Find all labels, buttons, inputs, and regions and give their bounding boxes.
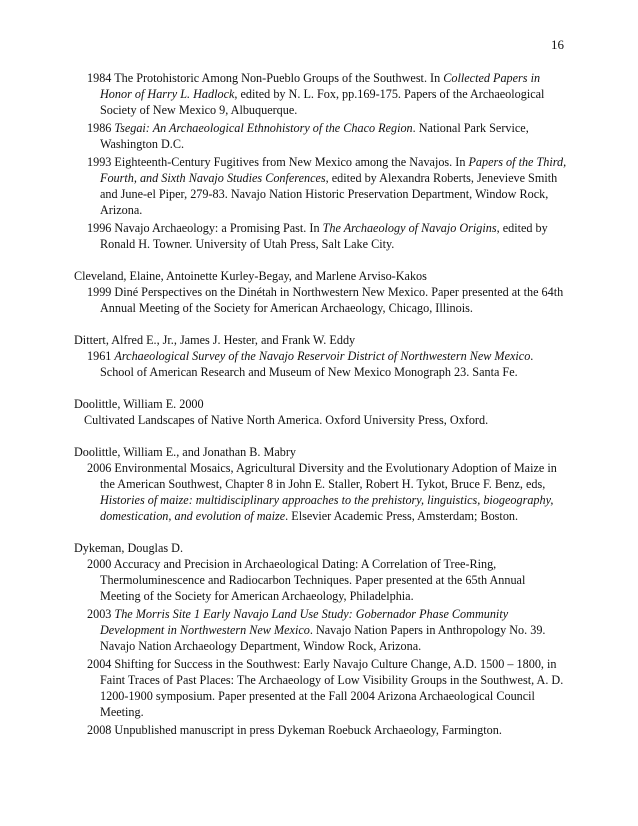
entry-text: Unpublished manuscript in press Dykeman Roebuck Archaeology, Farmington. [114, 723, 502, 737]
entry-year: 1996 [87, 221, 112, 235]
author-line: Doolittle, William E. 2000 [74, 397, 204, 411]
entry-title-italic: Collected Papers in Honor of Harry L. Hadlock [100, 71, 541, 101]
bibliography [74, 70, 568, 754]
entry-text: Shifting for Success in the Southwest: Early Navajo Culture Change, A.D. 1500 – 1800, in Faint Traces of Past Places: The Archaeology of Low Visibility Groups in the Southwest, A. D. 1200-1900 symposium. Paper presented at the Fall 2004 Arizona Archaeological Council Meeting. [100, 657, 564, 719]
reference-entry [74, 220, 568, 252]
entry-year: 1984 [87, 71, 112, 85]
reference-group [74, 268, 568, 316]
reference-entry [74, 722, 568, 738]
entry-year: 2008 [87, 723, 112, 737]
entry-year: 2006 [87, 461, 112, 475]
entry-title-italic: The Morris Site 1 Early Navajo Land Use Study: Gobernador Phase Community Development in Northwestern New Mexico [100, 607, 509, 637]
entry-text: Eighteenth-Century Fugitives from New Mexico among the Navajos. In [114, 155, 469, 169]
entry-text: Cultivated Landscapes of Native North America. Oxford University Press, Oxford. [84, 413, 489, 427]
reference-group [74, 540, 568, 738]
entry-title-italic: Papers of the Third, Fourth, and Sixth Navajo Studies Conferences [100, 155, 567, 185]
reference-entry [74, 606, 568, 654]
author-line: Cleveland, Elaine, Antoinette Kurley-Begay, and Marlene Arviso-Kakos [74, 269, 427, 283]
entry-year: 2004 [87, 657, 112, 671]
reference-group [74, 70, 568, 252]
entry-year: 1986 [87, 121, 112, 135]
author-line: Dittert, Alfred E., Jr., James J. Hester, and Frank W. Eddy [74, 333, 356, 347]
entry-text-after: , edited by Ronald H. Towner. University of Utah Press, Salt Lake City. [100, 221, 548, 251]
reference-entry [74, 460, 568, 524]
author-line: Doolittle, William E., and Jonathan B. Mabry [74, 445, 297, 459]
entry-year: 1961 [87, 349, 112, 363]
entry-text-after: , edited by Alexandra Roberts, Jenevieve Smith and June-el Piper, 279-83. Navajo Nation Historic Preservation Department, Window Rock, Arizona. [100, 171, 558, 217]
reference-group [74, 396, 568, 428]
entry-text-after: . School of American Research and Museum of New Mexico Monograph 23. Santa Fe. [100, 349, 534, 379]
entry-text-after: . Navajo Nation Papers in Anthropology No. 39. Navajo Nation Archaeology Department, Window Rock, Arizona. [100, 623, 546, 653]
entry-text: Environmental Mosaics, Agricultural Diversity and the Evolutionary Adoption of Maize in the American Southwest, Chapter 8 in John E. Staller, Robert H. Tykot, Bruce F. Benz, eds, [100, 461, 557, 491]
entry-text-after: , edited by N. L. Fox, pp.169-175. Papers of the Archaeological Society of New Mexico 9, Albuquerque. [100, 87, 545, 117]
entry-title-italic: Histories of maize: multidisciplinary approaches to the prehistory, linguistics, biogeography, domestication, and evolution of maize [100, 493, 554, 523]
reference-entry [74, 556, 568, 604]
entry-year: 2000 [87, 557, 112, 571]
entry-title-italic: Tsegai: An Archaeological Ethnohistory of the Chaco Region [114, 121, 413, 135]
reference-entry [74, 154, 568, 218]
entry-title-italic: Archaeological Survey of the Navajo Reservoir District of Northwestern New Mexico [114, 349, 531, 363]
reference-entry [74, 120, 568, 152]
reference-entry [74, 70, 568, 118]
page-number: 16 [551, 37, 564, 52]
entry-year: 1999 [87, 285, 112, 299]
author-line: Dykeman, Douglas D. [74, 541, 183, 555]
entry-text: Diné Perspectives on the Dinétah in Northwestern New Mexico. Paper presented at the 64th Annual Meeting of the Society for American Archaeology, Chicago, Illinois. [100, 285, 564, 315]
entry-year: 1993 [87, 155, 112, 169]
reference-group [74, 444, 568, 524]
entry-text-after: . National Park Service, Washington D.C. [100, 121, 529, 151]
entry-text: The Protohistoric Among Non-Pueblo Groups of the Southwest. In [114, 71, 444, 85]
entry-text-after: . Elsevier Academic Press, Amsterdam; Boston. [285, 509, 519, 523]
reference-entry [74, 348, 568, 380]
entry-text: Navajo Archaeology: a Promising Past. In [114, 221, 323, 235]
reference-entry [74, 656, 568, 720]
reference-entry [74, 412, 568, 428]
entry-year: 2003 [87, 607, 112, 621]
entry-text: Accuracy and Precision in Archaeological Dating: A Correlation of Tree-Ring, Thermoluminescence and Radiocarbon Techniques. Paper presented at the 65th Annual Meeting of the Society for American Archaeology, Philadelphia. [100, 557, 526, 603]
reference-group [74, 332, 568, 380]
entry-title-italic: The Archaeology of Navajo Origins [322, 221, 497, 235]
reference-entry [74, 284, 568, 316]
